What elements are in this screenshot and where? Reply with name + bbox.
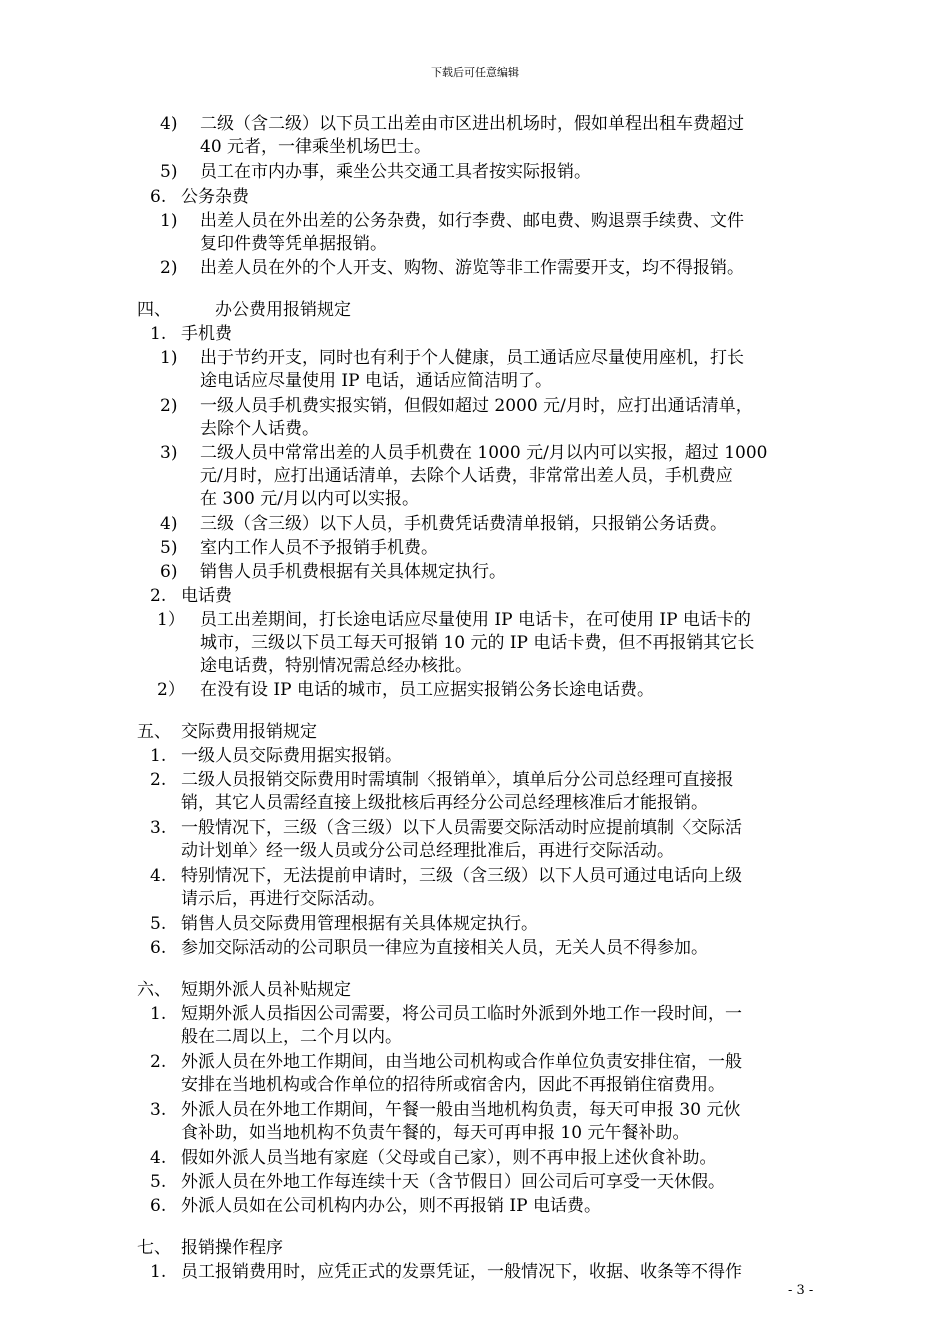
- sub-item-text: 员工出差期间，打长途电话应尽量使用 IP 电话卡，在可使用 IP 电话卡的: [200, 610, 751, 630]
- numbered-item: [0, 1050, 950, 1074]
- sub-item-text: 40 元者，一律乘坐机场巴士。: [200, 137, 432, 157]
- sub-item: [0, 112, 950, 136]
- sub-item-number: 1): [160, 348, 178, 368]
- item-number: 4.: [150, 1148, 167, 1168]
- section-heading: [0, 720, 950, 744]
- sub-item: [0, 394, 950, 418]
- item-text: 外派人员在外地工作期间，午餐一般由当地机构负责，每天可申报 30 元伙: [181, 1100, 741, 1120]
- sub-item: [0, 256, 950, 280]
- sub-item-continuation: [0, 654, 950, 678]
- item-text: 安排在当地机构或合作单位的招待所或宿舍内，因此不再报销住宿费用。: [181, 1075, 725, 1095]
- item-number: 1.: [150, 1262, 167, 1282]
- sub-item-number: 5): [160, 538, 178, 558]
- item-text: 般在二周以上，二个月以内。: [181, 1027, 402, 1047]
- sub-item-number: 4): [160, 514, 178, 534]
- item-text: 特别情况下，无法提前申请时，三级（含三级）以下人员可通过电话向上级: [181, 866, 742, 886]
- sub-item: [0, 441, 950, 465]
- sub-item-text: 途电话费，特别情况需总经办核批。: [200, 656, 472, 676]
- section-heading: [0, 298, 950, 322]
- item-text: 参加交际活动的公司职员一律应为直接相关人员，无关人员不得参加。: [181, 938, 708, 958]
- item-number: 2.: [150, 586, 167, 606]
- item-text: 一般情况下，三级（含三级）以下人员需要交际活动时应提前填制〈交际活: [181, 818, 742, 838]
- sub-item-text: 三级（含三级）以下人员，手机费凭话费清单报销，只报销公务话费。: [200, 514, 727, 534]
- item-continuation: [0, 791, 950, 815]
- numbered-item: [0, 1194, 950, 1218]
- item-text: 员工报销费用时，应凭正式的发票凭证，一般情况下，收据、收条等不得作: [181, 1262, 742, 1282]
- sub-item: [0, 160, 950, 184]
- sub-item-number: 2）: [157, 680, 185, 700]
- item-text: 外派人员如在公司机构内办公，则不再报销 IP 电话费。: [181, 1196, 601, 1216]
- sub-item: [0, 536, 950, 560]
- sub-item-number: 4): [160, 114, 178, 134]
- sub-item-number: 5): [160, 162, 178, 182]
- numbered-item: [0, 864, 950, 888]
- item-text: 食补助，如当地机构不负责午餐的，每天可再申报 10 元午餐补助。: [181, 1123, 690, 1143]
- sub-item-text: 室内工作人员不予报销手机费。: [200, 538, 438, 558]
- section-number: 七、: [137, 1238, 171, 1258]
- sub-item-text: 复印件费等凭单据报销。: [200, 234, 387, 254]
- section-heading: [0, 1236, 950, 1260]
- numbered-item: [0, 1260, 950, 1284]
- sub-item-text: 在没有设 IP 电话的城市，员工应据实报销公务长途电话费。: [200, 680, 654, 700]
- section-title: 短期外派人员补贴规定: [181, 980, 351, 1000]
- item-number: 2.: [150, 1052, 167, 1072]
- sub-item-text: 元/月时，应打出通话清单，去除个人话费，非常常出差人员，手机费应: [200, 466, 733, 486]
- sub-item-text: 去除个人话费。: [200, 419, 319, 439]
- numbered-item: [0, 1146, 950, 1170]
- sub-item-text: 二级（含二级）以下员工出差由市区进出机场时，假如单程出租车费超过: [200, 114, 744, 134]
- item-number: 5.: [150, 914, 167, 934]
- sub-item-continuation: [0, 631, 950, 655]
- item-number: 6.: [150, 1196, 167, 1216]
- item-text: 二级人员报销交际费用时需填制〈报销单〉，填单后分公司总经理可直接报: [181, 770, 734, 790]
- item-continuation: [0, 1121, 950, 1145]
- item-continuation: [0, 839, 950, 863]
- sub-item: [0, 608, 950, 632]
- item-number: 1.: [150, 746, 167, 766]
- item-continuation: [0, 887, 950, 911]
- sub-item-number: 1）: [157, 610, 185, 630]
- sub-item-continuation: [0, 464, 950, 488]
- section-number: 六、: [137, 980, 171, 1000]
- numbered-item: [0, 744, 950, 768]
- item-text: 公务杂费: [181, 187, 249, 207]
- item-text: 外派人员在外地工作每连续十天（含节假日）回公司后可享受一天休假。: [181, 1172, 725, 1192]
- sub-item-text: 途电话应尽量使用 IP 电话，通话应简洁明了。: [200, 371, 552, 391]
- sub-item-text: 销售人员手机费根据有关具体规定执行。: [200, 562, 506, 582]
- item-number: 6.: [150, 938, 167, 958]
- item-number: 1.: [150, 324, 167, 344]
- item-number: 1.: [150, 1004, 167, 1024]
- sub-item-number: 3): [160, 443, 178, 463]
- section-title: 交际费用报销规定: [181, 722, 317, 742]
- sub-item-text: 一级人员手机费实报实销，但假如超过 2000 元/月时，应打出通话清单，: [200, 396, 753, 416]
- sub-item-text: 出差人员在外出差的公务杂费，如行李费、邮电费、购退票手续费、文件: [200, 211, 744, 231]
- numbered-item: [0, 1098, 950, 1122]
- item-continuation: [0, 1025, 950, 1049]
- item-number: 6.: [150, 187, 167, 207]
- section-heading: [0, 978, 950, 1002]
- numbered-item: [0, 936, 950, 960]
- item-text: 外派人员在外地工作期间，由当地公司机构或合作单位负责安排住宿，一般: [181, 1052, 742, 1072]
- item-text: 销，其它人员需经直接上级批核后再经分公司总经理核准后才能报销。: [181, 793, 708, 813]
- sub-item-text: 在 300 元/月以内可以实报。: [200, 489, 419, 509]
- section-title: 办公费用报销规定: [215, 300, 351, 320]
- sub-item-number: 1): [160, 211, 178, 231]
- item-text: 假如外派人员当地有家庭（父母或自己家），则不再申报上述伙食补助。: [181, 1148, 717, 1168]
- section-number: 五、: [137, 722, 171, 742]
- page-header: 下载后可任意编辑: [431, 66, 519, 79]
- item-continuation: [0, 1073, 950, 1097]
- sub-item-continuation: [0, 135, 950, 159]
- numbered-item: [0, 1170, 950, 1194]
- numbered-item: [0, 912, 950, 936]
- item-number: 2.: [150, 770, 167, 790]
- item-number: 3.: [150, 1100, 167, 1120]
- numbered-item: [0, 1002, 950, 1026]
- sub-item: [0, 209, 950, 233]
- numbered-item: [0, 322, 950, 346]
- sub-item-number: 6): [160, 562, 178, 582]
- item-text: 销售人员交际费用管理根据有关具体规定执行。: [181, 914, 538, 934]
- item-text: 手机费: [181, 324, 232, 344]
- item-number: 5.: [150, 1172, 167, 1192]
- sub-item-number: 2): [160, 396, 178, 416]
- sub-item-continuation: [0, 487, 950, 511]
- item-text: 短期外派人员指因公司需要，将公司员工临时外派到外地工作一段时间，一: [181, 1004, 742, 1024]
- section-number: 四、: [137, 300, 171, 320]
- sub-item-number: 2): [160, 258, 178, 278]
- numbered-item: [0, 185, 950, 209]
- numbered-item: [0, 816, 950, 840]
- sub-item-text: 出于节约开支，同时也有利于个人健康，员工通话应尽量使用座机，打长: [200, 348, 744, 368]
- sub-item-text: 员工在市内办事，乘坐公共交通工具者按实际报销。: [200, 162, 591, 182]
- item-text: 请示后，再进行交际活动。: [181, 889, 385, 909]
- section-title: 报销操作程序: [181, 1238, 283, 1258]
- sub-item-text: 二级人员中常常出差的人员手机费在 1000 元/月以内可以实报，超过 1000: [200, 443, 768, 463]
- sub-item: [0, 678, 950, 702]
- sub-item-text: 城市，三级以下员工每天可报销 10 元的 IP 电话卡费，但不再报销其它长: [200, 633, 755, 653]
- sub-item: [0, 346, 950, 370]
- item-number: 3.: [150, 818, 167, 838]
- numbered-item: [0, 584, 950, 608]
- sub-item-continuation: [0, 232, 950, 256]
- sub-item-continuation: [0, 369, 950, 393]
- item-number: 4.: [150, 866, 167, 886]
- item-text: 一级人员交际费用据实报销。: [181, 746, 402, 766]
- page-number: - 3 -: [788, 1283, 814, 1298]
- item-text: 电话费: [181, 586, 232, 606]
- sub-item-text: 出差人员在外的个人开支、购物、游览等非工作需要开支，均不得报销。: [200, 258, 744, 278]
- sub-item-continuation: [0, 417, 950, 441]
- sub-item: [0, 512, 950, 536]
- sub-item: [0, 560, 950, 584]
- numbered-item: [0, 768, 950, 792]
- item-text: 动计划单〉经一级人员或分公司总经理批准后，再进行交际活动。: [181, 841, 674, 861]
